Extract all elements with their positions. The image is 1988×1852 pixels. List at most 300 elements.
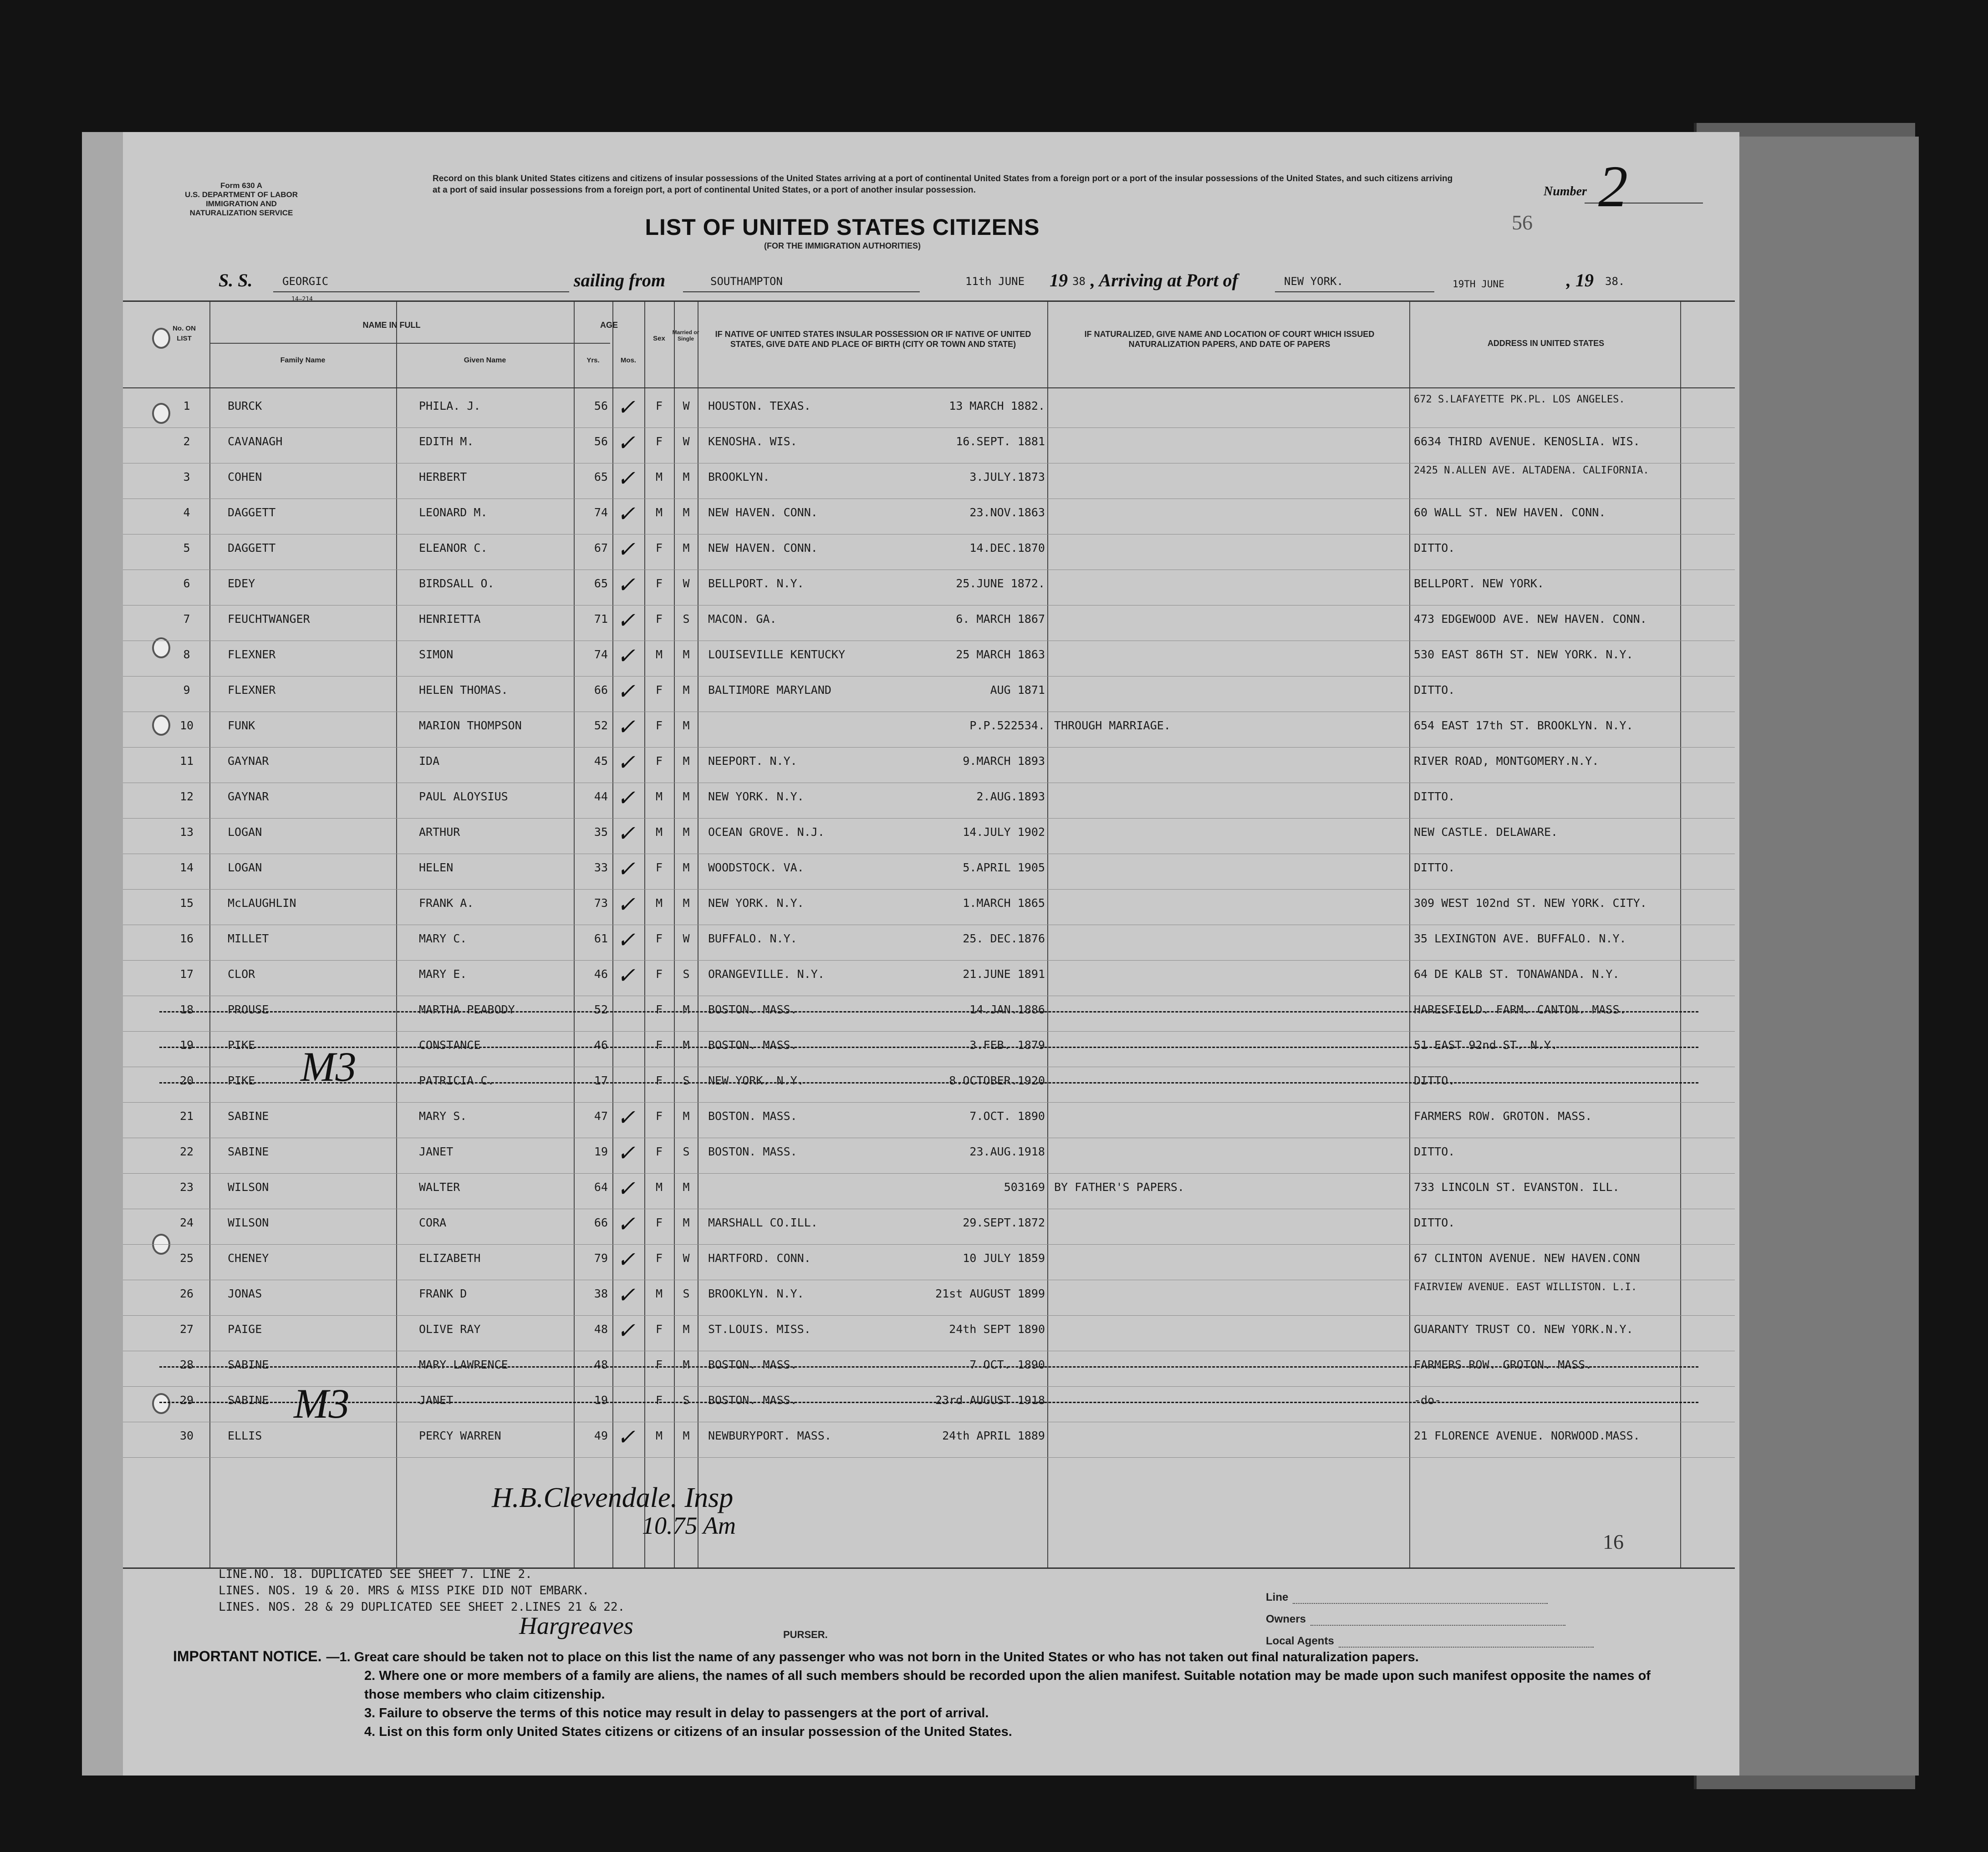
family-name: BURCK <box>228 399 262 412</box>
given-name: ELIZABETH <box>419 1252 481 1265</box>
inspection-check-mark: ✓ <box>617 928 636 952</box>
marital-status: W <box>683 577 690 590</box>
age-years: 66 <box>594 1216 608 1229</box>
sail-year: 38 <box>1072 275 1086 288</box>
family-name: PAIGE <box>228 1323 262 1336</box>
sex: F <box>655 719 663 732</box>
age-years: 66 <box>594 683 608 697</box>
birth-date: 23.NOV.1863 <box>969 506 1045 519</box>
inspection-check-mark: ✓ <box>617 609 636 633</box>
marital-status: M <box>683 896 690 910</box>
marital-status: M <box>683 683 690 697</box>
form-id <box>164 181 319 218</box>
naturalization: BY FATHER'S PAPERS. <box>1054 1180 1184 1194</box>
birth-place: LOUISEVILLE KENTUCKY <box>708 648 846 661</box>
address: FAIRVIEW AVENUE. EAST WILLISTON. L.I. <box>1414 1282 1637 1293</box>
inspection-check-mark: ✓ <box>617 1425 636 1450</box>
given-name: FRANK D <box>419 1287 467 1300</box>
age-years: 52 <box>594 1003 608 1016</box>
stamp-number: 56 <box>1512 211 1533 234</box>
marital-status: M <box>683 1180 690 1194</box>
sex: F <box>655 435 663 448</box>
line-number: 7 <box>183 612 190 626</box>
family-name: ELLIS <box>228 1429 262 1442</box>
col-married: Married or Single <box>672 329 699 342</box>
col-address: ADDRESS IN UNITED STATES <box>1487 339 1605 348</box>
family-name: DAGGETT <box>228 506 276 519</box>
line-number: 1 <box>183 399 190 412</box>
birth-place: WOODSTOCK. VA. <box>708 861 804 874</box>
birth-date: 14.JULY 1902 <box>963 825 1045 839</box>
marital-status: M <box>683 1003 690 1016</box>
sex: F <box>655 541 663 555</box>
sex: M <box>655 1429 663 1442</box>
table-row <box>123 606 1735 641</box>
sex: F <box>655 861 663 874</box>
birth-place: BOSTON. MASS. <box>708 1358 797 1371</box>
page-title: LIST OF UNITED STATES CITIZENS <box>645 214 1040 240</box>
given-name: PHILA. J. <box>419 399 481 412</box>
line-label: Line <box>1266 1591 1289 1603</box>
department: U.S. DEPARTMENT OF LABOR <box>184 190 298 199</box>
birth-place: ORANGEVILLE. N.Y. <box>708 967 825 981</box>
given-name: CORA <box>419 1216 447 1229</box>
address: 21 FLORENCE AVENUE. NORWOOD.MASS. <box>1414 1429 1640 1442</box>
birth-place: BOSTON. MASS. <box>708 1038 797 1052</box>
table-row <box>123 1281 1735 1315</box>
inspection-check-mark: ✓ <box>617 715 636 739</box>
address: DITTO. <box>1414 1145 1455 1158</box>
record-instructions: Record on this blank United States citizens and citizens of insular possessions of the United States arriving at a port of continental United States from a foreign port or a port of the insular possessions of the United States, and such citizens arriving at a port of said insular possessions from a foreign port, a port of continental United States, or a port of another insular possession. <box>433 174 1453 195</box>
owners-field <box>1266 1604 1594 1626</box>
ship-underline <box>273 291 569 292</box>
family-name: MILLET <box>228 932 269 945</box>
table-row <box>123 1174 1735 1209</box>
birth-date: 7 OCT. 1890 <box>969 1358 1045 1371</box>
birth-date: 24th APRIL 1889 <box>942 1429 1045 1442</box>
birth-date: 9.MARCH 1893 <box>963 754 1045 768</box>
marital-status: M <box>683 1429 690 1442</box>
col-given: Given Name <box>464 356 506 364</box>
sex: M <box>655 825 663 839</box>
marital-status: M <box>683 470 690 483</box>
line-number: 12 <box>179 790 194 803</box>
age-years: 48 <box>594 1358 608 1371</box>
ss-label: S. S. <box>219 270 253 290</box>
purser-label: PURSER. <box>783 1629 828 1640</box>
birth-place: BROOKLYN. N.Y. <box>708 1287 804 1300</box>
col-mos: Mos. <box>620 356 637 364</box>
family-name: COHEN <box>228 470 262 483</box>
cancellation-mark: M3 <box>301 1043 357 1090</box>
table-row <box>123 997 1735 1031</box>
family-name: WILSON <box>228 1216 269 1229</box>
arrival-year: 38. <box>1605 275 1625 288</box>
given-name: HERBERT <box>419 470 467 483</box>
birth-place: HOUSTON. TEXAS. <box>708 399 811 412</box>
given-name: MARTHA PEABODY <box>419 1003 515 1016</box>
inspection-check-mark: ✓ <box>617 1283 636 1308</box>
arrival-underline <box>1275 291 1434 292</box>
line-field <box>1266 1582 1594 1604</box>
inspection-check-mark: ✓ <box>617 502 636 526</box>
line-number: 22 <box>179 1145 194 1158</box>
sex: F <box>655 1252 663 1265</box>
age-years: 46 <box>594 1038 608 1052</box>
table-row <box>123 748 1735 783</box>
marital-status: W <box>683 1252 690 1265</box>
family-name: PROUSE <box>228 1003 269 1016</box>
note-line: LINE.NO. 18. DUPLICATED SEE SHEET 7. LINE 2. <box>219 1567 532 1581</box>
notice-item: —1. Great care should be taken not to place on this list the name of any passenger who was not born in the United States or who has not taken out final naturalization papers. <box>326 1650 1419 1664</box>
marital-status: M <box>683 1109 690 1123</box>
table-row <box>123 1352 1735 1386</box>
table-row <box>123 712 1735 747</box>
table-row <box>123 464 1735 499</box>
naturalization: THROUGH MARRIAGE. <box>1054 719 1171 732</box>
marital-status: M <box>683 648 690 661</box>
strike-through <box>159 1047 1698 1049</box>
important-notice <box>173 1647 1676 1741</box>
line-number: 3 <box>183 470 190 483</box>
line-number: 26 <box>179 1287 194 1300</box>
table-row <box>123 926 1735 960</box>
col-naturalized: IF NATURALIZED, GIVE NAME AND LOCATION OF COURT WHICH ISSUED NATURALIZATION PAPERS, AND DATE OF PAPERS <box>1084 330 1375 349</box>
birth-place: MACON. GA. <box>708 612 777 626</box>
age-years: 33 <box>594 861 608 874</box>
given-name: JANET <box>419 1394 454 1407</box>
given-name: WALTER <box>419 1180 460 1194</box>
marital-status: S <box>683 1394 690 1407</box>
agents-field <box>1266 1626 1594 1648</box>
marital-status: W <box>683 435 690 448</box>
inspection-check-mark: ✓ <box>617 1212 636 1236</box>
given-name: PAUL ALOYSIUS <box>419 790 508 803</box>
address: DITTO. <box>1414 683 1455 697</box>
col-sex: Sex <box>653 335 665 342</box>
inspection-check-mark: ✓ <box>617 538 636 562</box>
age-years: 61 <box>594 932 608 945</box>
birth-place: NEW HAVEN. CONN. <box>708 541 818 555</box>
given-name: MARY E. <box>419 967 467 981</box>
address: 67 CLINTON AVENUE. NEW HAVEN.CONN <box>1414 1252 1640 1265</box>
given-name: MARY C. <box>419 932 467 945</box>
line-number: 28 <box>179 1358 194 1371</box>
given-name: LEONARD M. <box>419 506 488 519</box>
age-years: 56 <box>594 399 608 412</box>
marital-status: W <box>683 932 690 945</box>
marital-status: M <box>683 825 690 839</box>
sex: F <box>655 1216 663 1229</box>
age-years: 65 <box>594 470 608 483</box>
family-name: LOGAN <box>228 861 262 874</box>
strike-through <box>159 1011 1698 1013</box>
arrival-year-prefix: , 19 <box>1566 270 1594 290</box>
given-name: PATRICIA C. <box>419 1074 494 1087</box>
address: 672 S.LAFAYETTE PK.PL. LOS ANGELES. <box>1414 394 1625 405</box>
sex: F <box>655 683 663 697</box>
age-years: 35 <box>594 825 608 839</box>
address: 309 WEST 102nd ST. NEW YORK. CITY. <box>1414 896 1647 910</box>
sex: F <box>655 1323 663 1336</box>
page-count: 16 <box>1603 1530 1624 1553</box>
notice-item: 2. Where one or more members of a family are aliens, the names of all such members should be recorded upon the alien manifest. Suitable notation may be made upon such manifest opposite the names of those members who claim citizenship. <box>364 1669 1651 1702</box>
family-name: LOGAN <box>228 825 262 839</box>
notice-item: 3. Failure to observe the terms of this notice may result in delay to passengers at the port of arrival. <box>364 1706 989 1720</box>
line-number: 20 <box>179 1074 194 1087</box>
sex: F <box>655 612 663 626</box>
line-owner-fields <box>1266 1582 1594 1648</box>
arriving-label: , Arriving at Port of <box>1091 270 1239 290</box>
inspection-check-mark: ✓ <box>617 1141 636 1165</box>
birth-date: 23rd AUGUST 1918 <box>935 1394 1045 1407</box>
address: DITTO. <box>1414 790 1455 803</box>
address: DITTO. <box>1414 861 1455 874</box>
given-name: EDITH M. <box>419 435 474 448</box>
line-number: 15 <box>179 896 194 910</box>
birth-place: BOSTON. MASS. <box>708 1109 797 1123</box>
family-name: PIKE <box>228 1074 255 1087</box>
line-number: 10 <box>179 719 194 732</box>
birth-date: 25.JUNE 1872. <box>956 577 1045 590</box>
birth-date: 5.APRIL 1905 <box>963 861 1045 874</box>
given-name: SIMON <box>419 648 454 661</box>
birth-date: 29.SEPT.1872 <box>963 1216 1045 1229</box>
birth-date: 1.MARCH 1865 <box>963 896 1045 910</box>
service-line: NATURALIZATION SERVICE <box>189 209 293 217</box>
sail-year-prefix: 19 <box>1050 270 1068 290</box>
table-row <box>123 1245 1735 1280</box>
inspection-check-mark: ✓ <box>617 964 636 988</box>
birth-place: BOSTON. MASS. <box>708 1003 797 1016</box>
family-name: EDEY <box>228 577 255 590</box>
table-row <box>123 1068 1735 1102</box>
note-line: LINES. NOS. 28 & 29 DUPLICATED SEE SHEET 2.LINES 21 & 22. <box>219 1600 625 1614</box>
line-number: 8 <box>183 648 190 661</box>
marital-status: M <box>683 790 690 803</box>
family-name: DAGGETT <box>228 541 276 555</box>
family-name: FLEXNER <box>228 648 276 661</box>
table-row <box>123 393 1735 427</box>
age-years: 65 <box>594 577 608 590</box>
inspection-check-mark: ✓ <box>617 573 636 597</box>
birth-place: OCEAN GROVE. N.J. <box>708 825 825 839</box>
col-no: No. ON LIST <box>173 325 196 342</box>
address: FARMERS ROW. GROTON. MASS. <box>1414 1109 1592 1123</box>
arrival-port: NEW YORK. <box>1284 275 1344 288</box>
sex: F <box>655 967 663 981</box>
sex: M <box>655 1180 663 1194</box>
birth-date: 8.OCTOBER.1920 <box>949 1074 1045 1087</box>
line-number: 2 <box>183 435 190 448</box>
table-row <box>123 1387 1735 1422</box>
marital-status: M <box>683 506 690 519</box>
sex: M <box>655 506 663 519</box>
age-years: 46 <box>594 967 608 981</box>
strike-through <box>159 1366 1698 1369</box>
birth-date: 16.SEPT. 1881 <box>956 435 1045 448</box>
given-name: HELEN <box>419 861 454 874</box>
line-number: 16 <box>179 932 194 945</box>
marital-status: M <box>683 754 690 768</box>
table-row <box>123 961 1735 996</box>
inspection-check-mark: ✓ <box>617 786 636 810</box>
line-number: 13 <box>179 825 194 839</box>
birth-date: 23.AUG.1918 <box>969 1145 1045 1158</box>
arrival-date: 19TH JUNE <box>1453 279 1504 290</box>
owners-label: Owners <box>1266 1613 1306 1625</box>
birth-date: 14.DEC.1870 <box>969 541 1045 555</box>
manifest-notes <box>219 1566 625 1615</box>
arrival-time-note: 10.75 Am <box>642 1512 736 1539</box>
strike-through <box>159 1082 1698 1084</box>
age-years: 17 <box>594 1074 608 1087</box>
line-number: 11 <box>179 754 194 768</box>
sex: F <box>655 1358 663 1371</box>
birth-date: 7.OCT. 1890 <box>969 1109 1045 1123</box>
sex: F <box>655 1109 663 1123</box>
page-subtitle: (FOR THE IMMIGRATION AUTHORITIES) <box>764 241 921 250</box>
birth-place: MARSHALL CO.ILL. <box>708 1216 818 1229</box>
family-name: FUNK <box>228 719 255 732</box>
strike-through <box>159 1402 1698 1404</box>
family-name: SABINE <box>228 1394 269 1407</box>
line-number: 30 <box>179 1429 194 1442</box>
sheet-number: 2 <box>1598 154 1628 219</box>
address: RIVER ROAD, MONTGOMERY.N.Y. <box>1414 754 1599 768</box>
family-name: CLOR <box>228 967 255 981</box>
address: 35 LEXINGTON AVE. BUFFALO. N.Y. <box>1414 932 1626 945</box>
family-name: FEUCHTWANGER <box>228 612 310 626</box>
birth-place: NEEPORT. N.Y. <box>708 754 797 768</box>
address: FARMERS ROW. GROTON. MASS. <box>1414 1358 1592 1371</box>
line-number: 27 <box>179 1323 194 1336</box>
table-row <box>123 1423 1735 1457</box>
birth-place: ST.LOUIS. MISS. <box>708 1323 811 1336</box>
birth-date: 21.JUNE 1891 <box>963 967 1045 981</box>
sex: F <box>655 754 663 768</box>
given-name: FRANK A. <box>419 896 474 910</box>
address: DITTO. <box>1414 541 1455 555</box>
birth-date: AUG 1871 <box>990 683 1045 697</box>
address: DITTO. <box>1414 1074 1455 1087</box>
given-name: OLIVE RAY <box>419 1323 481 1336</box>
age-years: 73 <box>594 896 608 910</box>
age-years: 19 <box>594 1145 608 1158</box>
given-name: BIRDSALL O. <box>419 577 494 590</box>
port-underline <box>683 291 920 292</box>
print-code: 14—214 <box>291 296 313 303</box>
table-row <box>123 1139 1735 1173</box>
birth-date: 21st AUGUST 1899 <box>935 1287 1045 1300</box>
marital-status: M <box>683 541 690 555</box>
address: HARESFIELD. FARM. CANTON. MASS. <box>1414 1003 1626 1016</box>
marital-status: M <box>683 1358 690 1371</box>
birth-date: 2.AUG.1893 <box>976 790 1045 803</box>
given-name: CONSTANCE <box>419 1038 481 1052</box>
agents-label: Local Agents <box>1266 1635 1334 1647</box>
sex: F <box>655 1074 663 1087</box>
table-row <box>123 570 1735 605</box>
birth-place: BALTIMORE MARYLAND <box>708 683 831 697</box>
service-line: IMMIGRATION AND <box>206 199 277 208</box>
age-years: 45 <box>594 754 608 768</box>
birth-place: HARTFORD. CONN. <box>708 1252 811 1265</box>
age-years: 64 <box>594 1180 608 1194</box>
table-row <box>123 499 1735 534</box>
age-years: 67 <box>594 541 608 555</box>
address: 473 EDGEWOOD AVE. NEW HAVEN. CONN. <box>1414 612 1647 626</box>
sex: F <box>655 577 663 590</box>
notice-lead: IMPORTANT NOTICE. <box>173 1648 322 1664</box>
birth-date: 6. MARCH 1867 <box>956 612 1045 626</box>
underlying-page-edge <box>1721 137 1919 1776</box>
col-family: Family Name <box>280 356 326 364</box>
birth-date: 10 JULY 1859 <box>963 1252 1045 1265</box>
age-years: 44 <box>594 790 608 803</box>
birth-date: P.P.522534. <box>969 719 1045 732</box>
given-name: IDA <box>419 754 440 768</box>
line-number: 19 <box>179 1038 194 1052</box>
sex: M <box>655 470 663 483</box>
birth-date: 3.JULY.1873 <box>969 470 1045 483</box>
age-years: 48 <box>594 1323 608 1336</box>
sex: F <box>655 399 663 412</box>
birth-place: BOSTON. MASS. <box>708 1145 797 1158</box>
sex: F <box>655 1038 663 1052</box>
line-number: 18 <box>179 1003 194 1016</box>
marital-status: M <box>683 1038 690 1052</box>
marital-status: S <box>683 967 690 981</box>
table-row <box>123 784 1735 818</box>
family-name: GAYNAR <box>228 754 269 768</box>
address: 6634 THIRD AVENUE. KENOSLIA. WIS. <box>1414 435 1640 448</box>
table-row <box>123 855 1735 889</box>
passenger-table <box>123 300 1735 1569</box>
family-name: GAYNAR <box>228 790 269 803</box>
inspection-check-mark: ✓ <box>617 751 636 775</box>
line-number: 24 <box>179 1216 194 1229</box>
sex: M <box>655 1287 663 1300</box>
marital-status: W <box>683 399 690 412</box>
inspection-check-mark: ✓ <box>617 857 636 881</box>
note-line: LINES. NOS. 19 & 20. MRS & MISS PIKE DID NOT EMBARK. <box>219 1584 589 1598</box>
table-row <box>123 1103 1735 1138</box>
birth-place: BELLPORT. N.Y. <box>708 577 804 590</box>
address: GUARANTY TRUST CO. NEW YORK.N.Y. <box>1414 1323 1633 1336</box>
sex: F <box>655 1003 663 1016</box>
inspection-check-mark: ✓ <box>617 1248 636 1272</box>
given-name: MARION THOMPSON <box>419 719 522 732</box>
line-number: 6 <box>183 577 190 590</box>
birth-date: 14.JAN.1886 <box>969 1003 1045 1016</box>
inspection-check-mark: ✓ <box>617 680 636 704</box>
family-name: CHENEY <box>228 1252 269 1265</box>
age-years: 71 <box>594 612 608 626</box>
marital-status: S <box>683 1287 690 1300</box>
cancellation-mark: M3 <box>294 1380 350 1427</box>
age-years: 38 <box>594 1287 608 1300</box>
sex: M <box>655 790 663 803</box>
marital-status: S <box>683 1074 690 1087</box>
marital-status: M <box>683 861 690 874</box>
line-number: 21 <box>179 1109 194 1123</box>
age-years: 49 <box>594 1429 608 1442</box>
sex: M <box>655 648 663 661</box>
marital-status: M <box>683 719 690 732</box>
address: 654 EAST 17th ST. BROOKLYN. N.Y. <box>1414 719 1633 732</box>
table-row <box>123 1032 1735 1067</box>
